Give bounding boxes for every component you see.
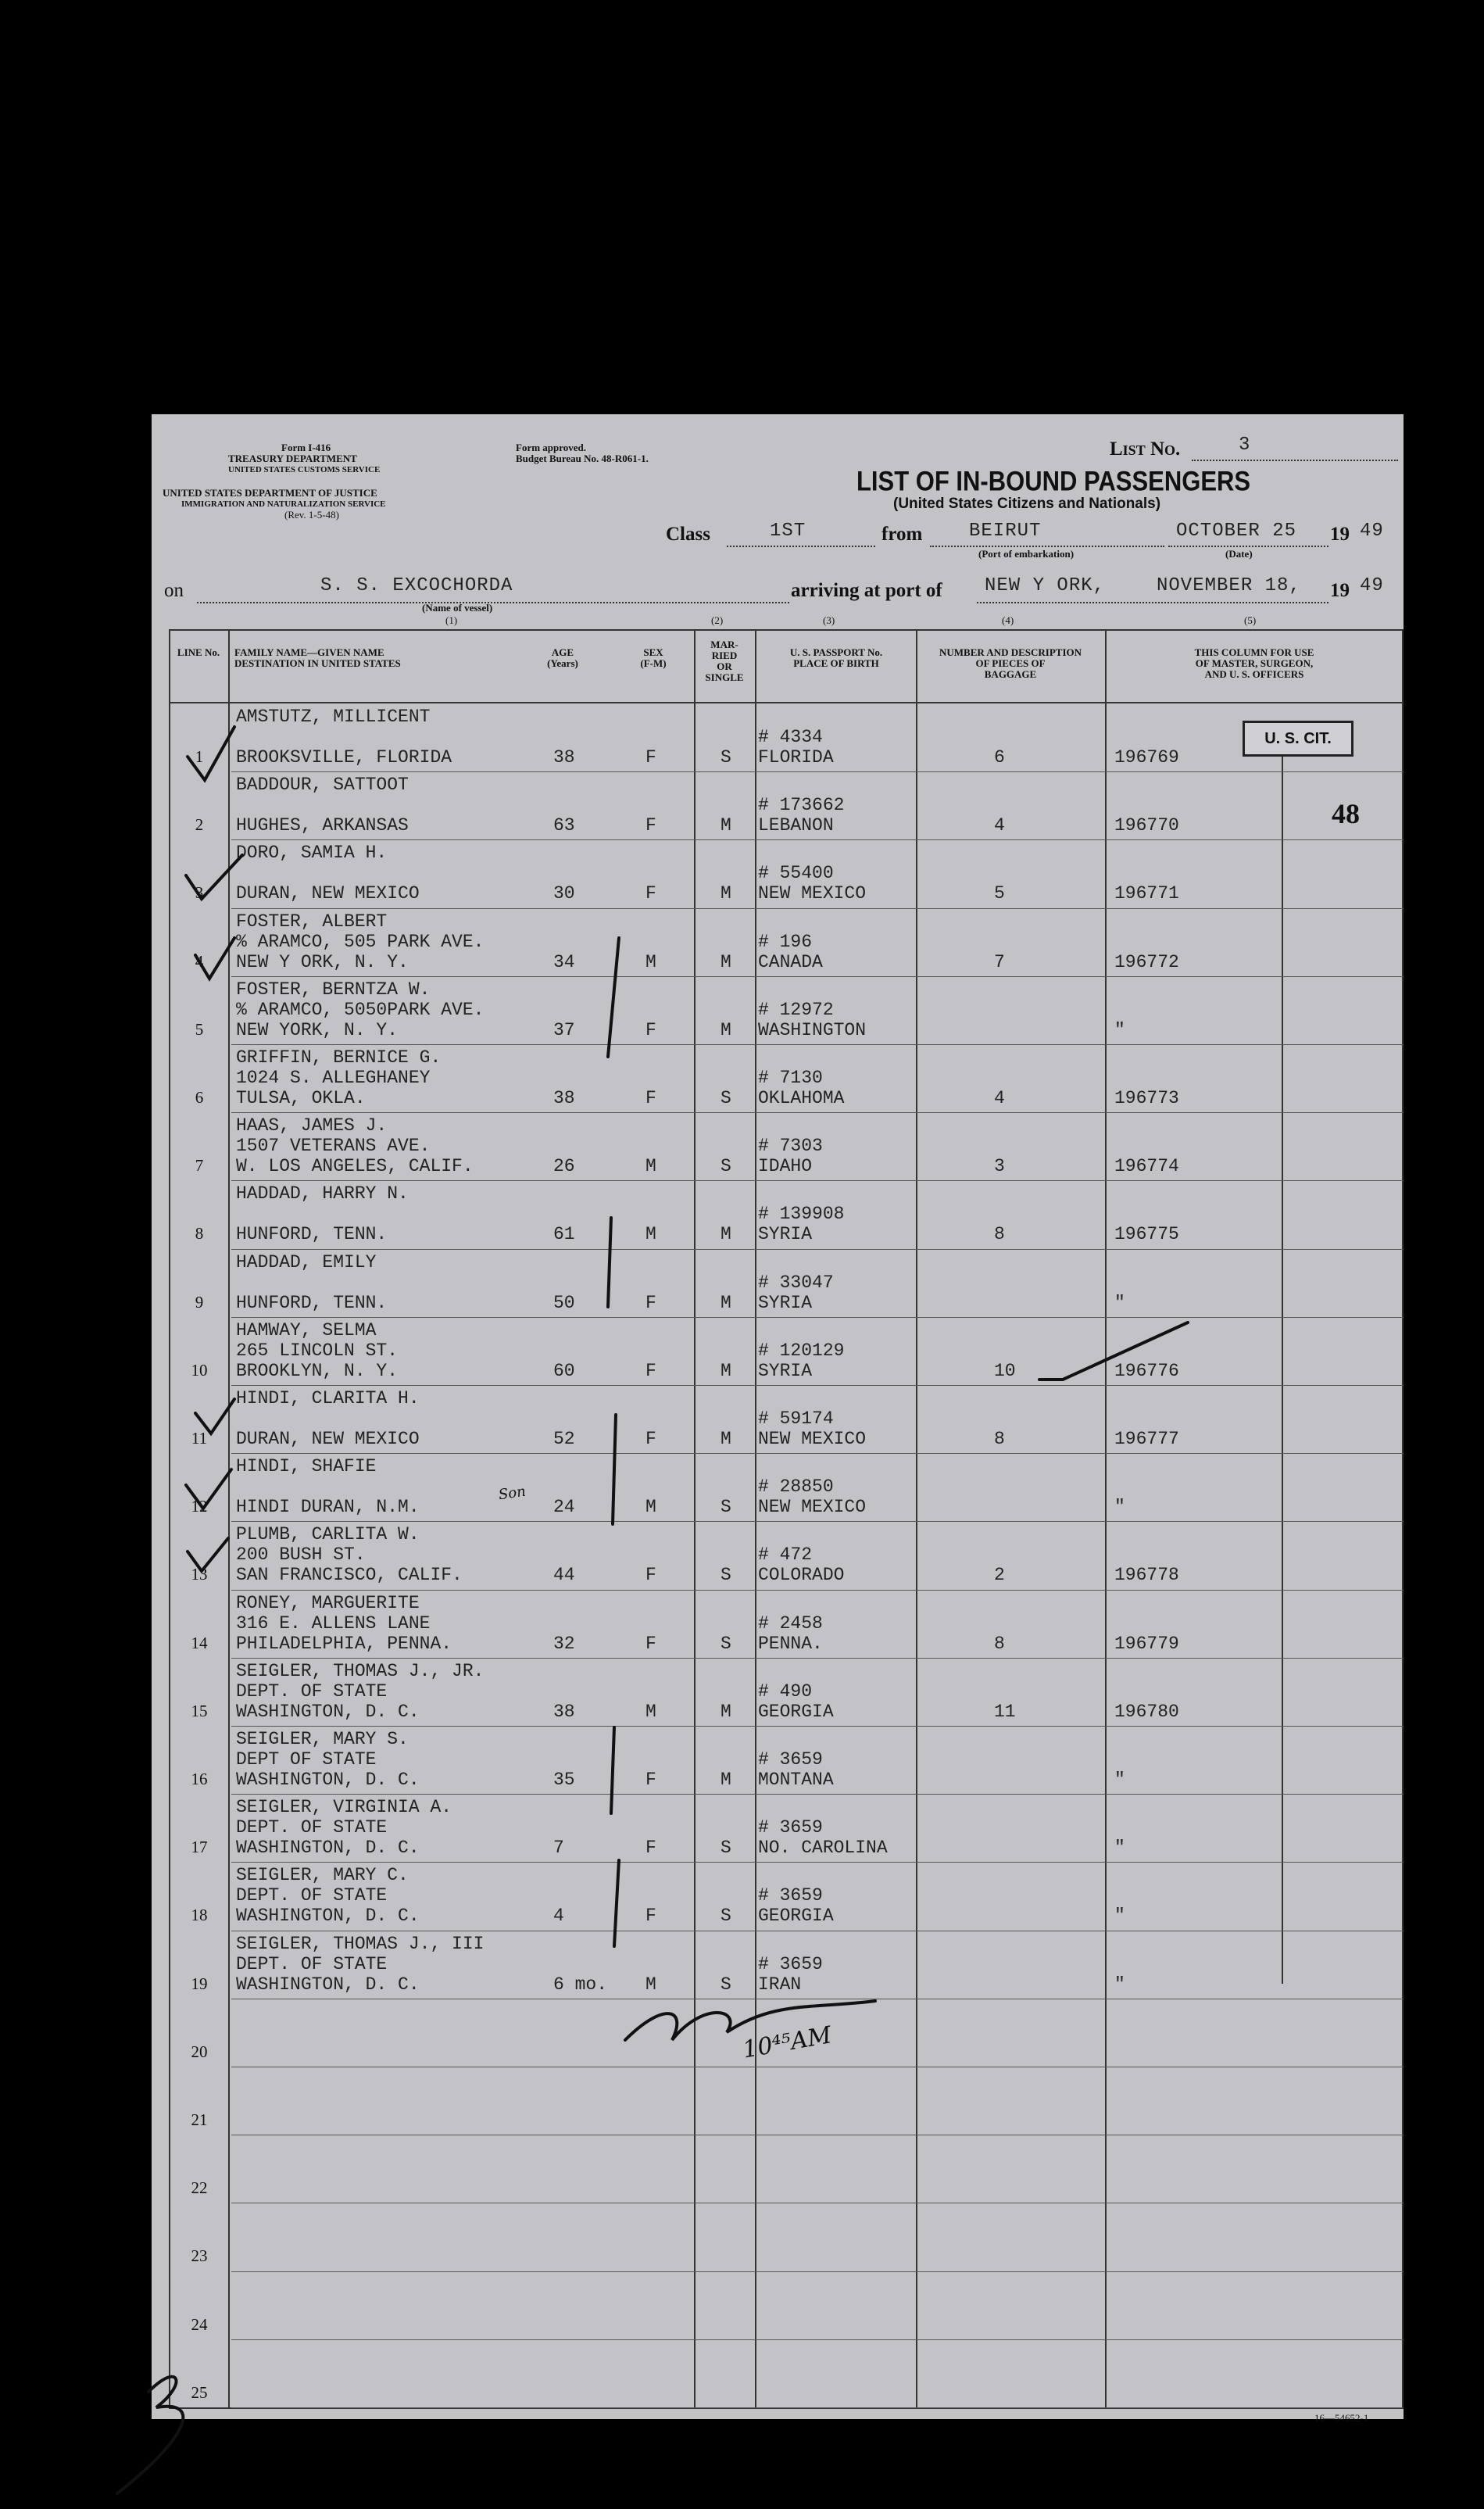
row-separator <box>231 1726 1404 1727</box>
passenger-destination: HUGHES, ARKANSAS <box>236 815 409 836</box>
passenger-address: DEPT. OF STATE <box>236 1953 388 1974</box>
justice-dept: UNITED STATES DEPARTMENT OF JUSTICE <box>163 487 377 499</box>
baggage-count: 8 <box>994 1224 1005 1245</box>
col-header-baggage: NUMBER AND DESCRIPTION OF PIECES OF BAGGAGE <box>939 646 1082 680</box>
passenger-destination: HUNFORD, TENN. <box>236 1224 388 1245</box>
row-separator <box>231 1862 1404 1863</box>
place-of-birth: NEW MEXICO <box>758 1429 867 1449</box>
passenger-sex: F <box>645 1292 656 1313</box>
line-number: 8 <box>195 1224 204 1244</box>
passenger-age: 34 <box>553 951 575 972</box>
line-number: 22 <box>191 2178 208 2198</box>
passenger-sex: M <box>645 1701 656 1722</box>
passenger-destination: NEW YORK, N. Y. <box>236 1019 399 1040</box>
col-header-line: LINE No. <box>177 646 220 658</box>
place-of-birth: OKLAHOMA <box>758 1088 845 1108</box>
passenger-address: DEPT. OF STATE <box>236 1817 388 1838</box>
embarkation-port: BEIRUT <box>969 521 1042 542</box>
line-number: 13 <box>191 1565 208 1584</box>
passport-number: # 3659 <box>758 1885 823 1906</box>
col-divider <box>694 629 696 2407</box>
passport-number: # 472 <box>758 1544 813 1566</box>
passenger-name: SEIGLER, VIRGINIA A. <box>236 1797 452 1818</box>
line-number: 7 <box>195 1156 204 1176</box>
binder-hole <box>83 1843 120 1881</box>
row-separator <box>231 1658 1404 1659</box>
passport-number: # 120129 <box>758 1340 845 1361</box>
place-of-birth: IDAHO <box>758 1156 813 1177</box>
marital-status: M <box>721 1701 731 1722</box>
passenger-address: 1507 VETERANS AVE. <box>236 1136 431 1157</box>
passenger-destination: HUNFORD, TENN. <box>236 1292 388 1313</box>
vessel-name: S. S. EXCOCHORDA <box>320 575 513 596</box>
place-of-birth: LEBANON <box>758 815 834 836</box>
passenger-age: 38 <box>553 747 575 768</box>
passenger-destination: NEW Y ORK, N. Y. <box>236 951 409 972</box>
passenger-sex: F <box>645 1838 656 1859</box>
passenger-age: 32 <box>553 1633 575 1654</box>
passport-number: # 7303 <box>758 1136 823 1157</box>
list-no-label: List No. <box>1110 438 1181 460</box>
place-of-birth: WASHINGTON <box>758 1019 867 1040</box>
line-number: 24 <box>191 2314 208 2334</box>
officer-entry: 196774 <box>1114 1156 1179 1177</box>
passenger-destination: WASHINGTON, D. C. <box>236 1770 420 1790</box>
year-prefix: 19 <box>1330 524 1350 545</box>
passenger-destination: WASHINGTON, D. C. <box>236 1974 420 1995</box>
marital-status: M <box>721 1770 731 1790</box>
row-separator <box>231 1180 1404 1181</box>
officer-entry: 196769 <box>1114 747 1179 768</box>
row-separator <box>231 1453 1404 1454</box>
col-header-married: MAR- RIED OR SINGLE <box>705 639 744 683</box>
place-of-birth: CANADA <box>758 951 823 972</box>
marital-status: M <box>721 815 731 836</box>
place-of-birth: IRAN <box>758 1974 802 1995</box>
binder-hole <box>83 607 120 645</box>
binder-hole <box>83 1362 120 1400</box>
passenger-address: DEPT. OF STATE <box>236 1680 388 1702</box>
passenger-age: 30 <box>553 883 575 904</box>
passenger-sex: F <box>645 1633 656 1654</box>
row-separator <box>231 1794 1404 1795</box>
departure-year: 49 <box>1360 521 1384 542</box>
arrival-year: 49 <box>1360 575 1384 596</box>
marital-status: S <box>721 1156 731 1177</box>
passenger-name: AMSTUTZ, MILLICENT <box>236 707 431 727</box>
passenger-name: SEIGLER, MARY S. <box>236 1729 409 1749</box>
passenger-destination: WASHINGTON, D. C. <box>236 1906 420 1927</box>
place-of-birth: FLORIDA <box>758 747 834 768</box>
marital-status: S <box>721 1565 731 1586</box>
arrival-year-prefix: 19 <box>1330 580 1350 601</box>
us-citizen-stamp: U. S. CIT. <box>1243 721 1353 757</box>
passport-number: # 2458 <box>758 1612 823 1634</box>
passenger-address: 1024 S. ALLEGHANEY <box>236 1068 431 1088</box>
line-number: 9 <box>195 1292 204 1312</box>
place-of-birth: GEORGIA <box>758 1906 834 1927</box>
passenger-destination: TULSA, OKLA. <box>236 1088 366 1108</box>
line-number: 25 <box>191 2382 208 2402</box>
place-of-birth: MONTANA <box>758 1770 834 1790</box>
line-number: 15 <box>191 1701 208 1720</box>
marital-status: M <box>721 1360 731 1381</box>
baggage-count: 4 <box>994 815 1005 836</box>
passenger-destination: HINDI DURAN, N.M. <box>236 1497 420 1518</box>
date-caption: (Date) <box>1225 548 1253 560</box>
row-separator <box>231 1521 1404 1522</box>
baggage-count: 10 <box>994 1360 1016 1381</box>
baggage-count: 11 <box>994 1701 1016 1722</box>
embarkation-caption: (Port of embarkation) <box>978 548 1075 560</box>
passport-number: # 4334 <box>758 727 823 747</box>
table-top-border <box>169 629 1404 631</box>
line-number: 2 <box>195 815 204 835</box>
passenger-sex: M <box>645 1156 656 1177</box>
passenger-age: 26 <box>553 1156 575 1177</box>
marital-status: M <box>721 1429 731 1449</box>
departure-date: OCTOBER 25 <box>1176 521 1297 542</box>
passenger-name: HAAS, JAMES J. <box>236 1115 388 1136</box>
place-of-birth: NEW MEXICO <box>758 883 867 904</box>
binder-hole <box>83 1639 120 1677</box>
binder-hole <box>83 2268 120 2306</box>
vessel-caption-num: (1) <box>445 614 458 626</box>
row-separator <box>231 1044 1404 1045</box>
passenger-sex: F <box>645 1429 656 1449</box>
marital-status: S <box>721 1497 731 1518</box>
row-separator <box>231 2339 1404 2340</box>
passenger-name: SEIGLER, THOMAS J., JR. <box>236 1660 485 1681</box>
passport-number: # 7130 <box>758 1068 823 1088</box>
passenger-name: PLUMB, CARLITA W. <box>236 1524 420 1545</box>
passenger-name: BADDOUR, SATTOOT <box>236 775 409 796</box>
passport-number: # 490 <box>758 1680 813 1702</box>
baggage-count: 6 <box>994 747 1005 768</box>
marital-status: S <box>721 1088 731 1108</box>
place-of-birth: SYRIA <box>758 1224 813 1245</box>
marital-status: M <box>721 1019 731 1040</box>
passenger-name: FOSTER, ALBERT <box>236 911 388 932</box>
passenger-address: 200 BUSH ST. <box>236 1544 366 1566</box>
officer-entry: 196771 <box>1114 883 1179 904</box>
passenger-sex: M <box>645 951 656 972</box>
passenger-destination: BROOKLYN, N. Y. <box>236 1360 399 1381</box>
passenger-address: 265 LINCOLN ST. <box>236 1340 399 1361</box>
passenger-destination: SAN FRANCISCO, CALIF. <box>236 1565 463 1586</box>
line-number: 17 <box>191 1838 208 1857</box>
officer-entry: " <box>1114 1497 1125 1518</box>
passenger-age: 61 <box>553 1224 575 1245</box>
baggage-count: 7 <box>994 951 1005 972</box>
col-header-officer: THIS COLUMN FOR USE OF MASTER, SURGEON, AND U. S. OFFICERS <box>1194 646 1314 680</box>
line-number: 1 <box>195 747 204 766</box>
marital-status: S <box>721 1906 731 1927</box>
passenger-name: HADDAD, EMILY <box>236 1251 377 1272</box>
passenger-name: GRIFFIN, BERNICE G. <box>236 1047 442 1068</box>
passenger-destination: W. LOS ANGELES, CALIF. <box>236 1156 474 1177</box>
col-header-age: AGE (Years) <box>547 646 578 669</box>
passenger-name: HINDI, SHAFIE <box>236 1456 377 1477</box>
line-number: 10 <box>191 1360 208 1380</box>
passenger-age: 38 <box>553 1701 575 1722</box>
marital-status: M <box>721 1224 731 1245</box>
passenger-name: FOSTER, BERNTZA W. <box>236 979 431 1000</box>
col-divider <box>1402 629 1404 2407</box>
passenger-name: RONEY, MARGUERITE <box>236 1592 420 1613</box>
budget-bureau: Budget Bureau No. 48-R061-1. <box>516 453 649 464</box>
passenger-name: SEIGLER, MARY C. <box>236 1865 409 1886</box>
class-label: Class <box>666 524 710 545</box>
passenger-name: HINDI, CLARITA H. <box>236 1388 420 1408</box>
passport-number: # 28850 <box>758 1476 834 1498</box>
row-separator <box>231 908 1404 909</box>
line-number: 14 <box>191 1633 208 1652</box>
marital-status: S <box>721 1974 731 1995</box>
passenger-sex: F <box>645 815 656 836</box>
officer-entry: " <box>1114 1292 1125 1313</box>
col-header-passport: U. S. PASSPORT No. PLACE OF BIRTH <box>789 646 883 669</box>
col-num-3: (3) <box>823 614 835 626</box>
passenger-sex: F <box>645 1088 656 1108</box>
line-number: 6 <box>195 1088 204 1107</box>
col-divider <box>916 629 917 2407</box>
baggage-count: 8 <box>994 1633 1005 1654</box>
officer-entry: 196778 <box>1114 1565 1179 1586</box>
passenger-destination: PHILADELPHIA, PENNA. <box>236 1633 452 1654</box>
officer-entry: " <box>1114 1838 1125 1859</box>
footer-code: 16—54652-1 <box>1314 2412 1369 2424</box>
baggage-count: 3 <box>994 1156 1005 1177</box>
passenger-sex: M <box>645 1974 656 1995</box>
line-number: 5 <box>195 1019 204 1039</box>
form-number: Form I-416 <box>281 442 331 453</box>
row-separator <box>231 1590 1404 1591</box>
place-of-birth: COLORADO <box>758 1565 845 1586</box>
passenger-sex: M <box>645 1497 656 1518</box>
passenger-name: HADDAD, HARRY N. <box>236 1183 409 1204</box>
place-of-birth: NEW MEXICO <box>758 1497 867 1518</box>
row-separator <box>231 1317 1404 1318</box>
marital-status: S <box>721 1633 731 1654</box>
passport-number: # 196 <box>758 931 813 952</box>
passenger-sex: F <box>645 1770 656 1790</box>
time-stamp-note: 10⁴⁵AM <box>740 2021 834 2064</box>
place-of-birth: SYRIA <box>758 1292 813 1313</box>
passport-number: # 3659 <box>758 1817 823 1838</box>
col-num-2: (2) <box>711 614 724 626</box>
passport-number: # 3659 <box>758 1953 823 1974</box>
arrival-port: NEW Y ORK, <box>985 575 1106 596</box>
on-label: on <box>164 580 184 601</box>
passenger-sex: F <box>645 1565 656 1586</box>
officer-entry: 196779 <box>1114 1633 1179 1654</box>
passenger-age: 4 <box>553 1906 564 1927</box>
passenger-address: DEPT. OF STATE <box>236 1885 388 1906</box>
customs-service: UNITED STATES CUSTOMS SERVICE <box>228 465 381 474</box>
marital-status: M <box>721 883 731 904</box>
col-header-sex: SEX (F-M) <box>640 646 667 669</box>
binder-hole <box>83 809 120 846</box>
col-divider <box>228 629 230 2407</box>
row-separator <box>231 1385 1404 1386</box>
line-number: 18 <box>191 1906 208 1925</box>
line-number: 23 <box>191 2246 208 2266</box>
passport-number: # 55400 <box>758 863 834 884</box>
officer-entry: 196773 <box>1114 1088 1179 1108</box>
baggage-count: 8 <box>994 1429 1005 1449</box>
passenger-name: DORO, SAMIA H. <box>236 843 388 864</box>
passport-number: # 59174 <box>758 1408 834 1429</box>
line-number: 3 <box>195 883 204 903</box>
ins-service: IMMIGRATION AND NATURALIZATION SERVICE <box>181 499 386 509</box>
passenger-sex: M <box>645 1224 656 1245</box>
col-header-name: FAMILY NAME—GIVEN NAME DESTINATION IN UNITED STATES <box>234 646 401 669</box>
passport-number: # 12972 <box>758 999 834 1020</box>
binder-hole <box>83 1090 120 1128</box>
passenger-age: 38 <box>553 1088 575 1108</box>
row-separator <box>231 2271 1404 2272</box>
line-number: 11 <box>191 1429 208 1448</box>
officer-entry: 196776 <box>1114 1360 1179 1381</box>
passenger-age: 52 <box>553 1429 575 1449</box>
list-no-value: 3 <box>1239 435 1251 456</box>
passport-number: # 33047 <box>758 1272 834 1293</box>
passenger-age: 50 <box>553 1292 575 1313</box>
row-separator <box>231 2407 1404 2408</box>
passenger-destination: DURAN, NEW MEXICO <box>236 1429 420 1449</box>
son-note: Son <box>497 1483 527 1504</box>
passenger-age: 63 <box>553 815 575 836</box>
officer-entry: " <box>1114 1974 1125 1995</box>
col-num-4: (4) <box>1002 614 1014 626</box>
passport-number: # 3659 <box>758 1749 823 1770</box>
line-number: 4 <box>195 951 204 971</box>
passenger-destination: BROOKSVILLE, FLORIDA <box>236 747 452 768</box>
marital-status: M <box>721 1292 731 1313</box>
passenger-destination: WASHINGTON, D. C. <box>236 1701 420 1722</box>
form-approved: Form approved. <box>516 442 587 453</box>
row-separator <box>231 1112 1404 1113</box>
vessel-caption: (Name of vessel) <box>422 602 493 614</box>
binder-hole <box>83 475 120 513</box>
arriving-label: arriving at port of <box>791 580 942 601</box>
treasury-dept: TREASURY DEPARTMENT <box>228 453 357 464</box>
passport-number: # 173662 <box>758 795 845 816</box>
col-divider <box>169 629 170 2407</box>
officer-entry: 196775 <box>1114 1224 1179 1245</box>
col-divider <box>1105 629 1107 2407</box>
passenger-age: 44 <box>553 1565 575 1586</box>
marital-status: M <box>721 951 731 972</box>
passenger-sex: F <box>645 883 656 904</box>
from-label: from <box>881 524 923 545</box>
revision: (Rev. 1-5-48) <box>284 509 339 521</box>
place-of-birth: NO. CAROLINA <box>758 1838 888 1859</box>
passenger-address: % ARAMCO, 505 PARK AVE. <box>236 931 485 952</box>
passenger-sex: F <box>645 1360 656 1381</box>
passenger-sex: F <box>645 1019 656 1040</box>
passenger-address: % ARAMCO, 5050PARK AVE. <box>236 999 485 1020</box>
baggage-count: 2 <box>994 1565 1005 1586</box>
passenger-age: 60 <box>553 1360 575 1381</box>
passenger-destination: WASHINGTON, D. C. <box>236 1838 420 1859</box>
place-of-birth: SYRIA <box>758 1360 813 1381</box>
passenger-count: 48 <box>1332 798 1360 829</box>
passenger-name: HAMWAY, SELMA <box>236 1319 377 1340</box>
passenger-name: SEIGLER, THOMAS J., III <box>236 1933 485 1954</box>
row-separator <box>231 976 1404 977</box>
arrival-date: NOVEMBER 18, <box>1157 575 1301 596</box>
passenger-destination: DURAN, NEW MEXICO <box>236 883 420 904</box>
row-separator <box>231 771 1404 772</box>
row-separator <box>231 1249 1404 1250</box>
form-title: LIST OF IN-BOUND PASSENGERS <box>856 465 1251 497</box>
place-of-birth: GEORGIA <box>758 1701 834 1722</box>
passenger-sex: F <box>645 1906 656 1927</box>
officer-entry: 196770 <box>1114 815 1179 836</box>
line-number: 19 <box>191 1974 208 1993</box>
marital-status: S <box>721 1838 731 1859</box>
col-num-5: (5) <box>1244 614 1257 626</box>
table-header-border <box>169 702 1404 703</box>
row-separator <box>231 839 1404 840</box>
passport-number: # 139908 <box>758 1204 845 1225</box>
col-divider <box>755 629 756 2407</box>
line-number: 12 <box>191 1497 208 1516</box>
officer-bracket-line <box>1282 749 1283 1984</box>
officer-entry: 196772 <box>1114 951 1179 972</box>
passenger-age: 6 mo. <box>553 1974 608 1995</box>
binder-hole <box>83 2392 120 2429</box>
passenger-address: 316 E. ALLENS LANE <box>236 1612 431 1634</box>
officer-entry: 196777 <box>1114 1429 1179 1449</box>
officer-entry: " <box>1114 1770 1125 1790</box>
passenger-sex: F <box>645 747 656 768</box>
passenger-age: 37 <box>553 1019 575 1040</box>
line-number: 21 <box>191 2110 208 2129</box>
class-value: 1ST <box>770 521 806 542</box>
officer-entry: 196780 <box>1114 1701 1179 1722</box>
officer-entry: " <box>1114 1019 1125 1040</box>
place-of-birth: PENNA. <box>758 1633 823 1654</box>
passenger-address: DEPT OF STATE <box>236 1749 377 1770</box>
line-number: 16 <box>191 1770 208 1788</box>
baggage-count: 5 <box>994 883 1005 904</box>
form-subtitle: (United States Citizens and Nationals) <box>893 496 1161 512</box>
passenger-age: 7 <box>553 1838 564 1859</box>
baggage-count: 4 <box>994 1088 1005 1108</box>
marital-status: S <box>721 747 731 768</box>
line-number: 20 <box>191 2042 208 2061</box>
passenger-age: 24 <box>553 1497 575 1518</box>
passenger-age: 35 <box>553 1770 575 1790</box>
officer-entry: " <box>1114 1906 1125 1927</box>
